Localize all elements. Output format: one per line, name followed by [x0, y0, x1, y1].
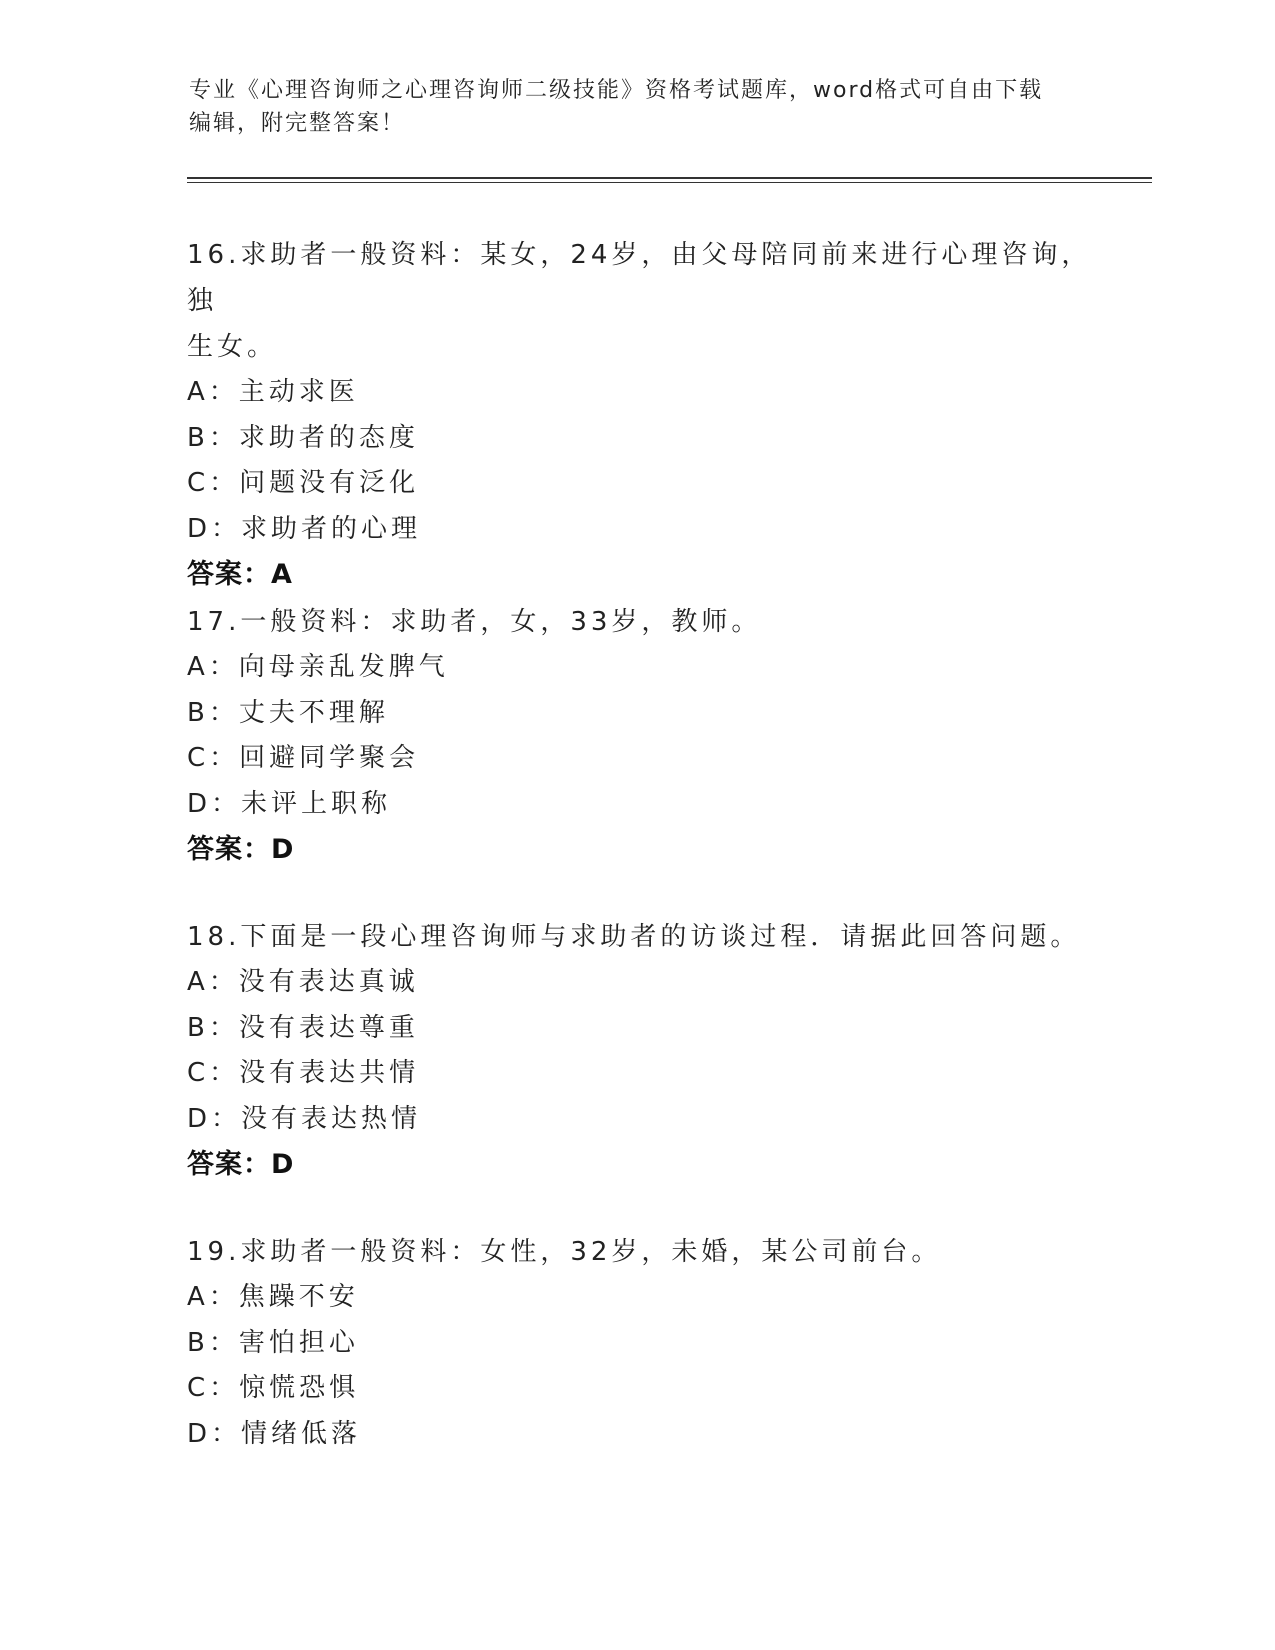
question-19 — [187, 1229, 1092, 1457]
option-a: A：向母亲乱发脾气 — [187, 652, 449, 682]
question-stem: 17.一般资料：求助者，女，33岁，教师。 — [187, 607, 762, 637]
option-d: D：没有表达热情 — [187, 1103, 422, 1134]
option-a: A：主动求医 — [187, 377, 359, 407]
option-d: D：求助者的心理 — [187, 513, 422, 544]
question-stem-continued: 生女。 — [187, 332, 278, 362]
option-a: A：焦躁不安 — [187, 1282, 359, 1312]
question-stem: 19.求助者一般资料：女性，32岁，未婚，某公司前台。 — [187, 1237, 942, 1267]
option-c: C：没有表达共情 — [187, 1058, 420, 1088]
question-16 — [187, 232, 1092, 598]
document-header — [189, 74, 1089, 140]
option-b: B：丈夫不理解 — [187, 697, 389, 728]
option-b: B：害怕担心 — [187, 1327, 359, 1358]
option-b: B：没有表达尊重 — [187, 1012, 419, 1043]
header-divider-thick — [187, 177, 1152, 179]
option-c: C：回避同学聚会 — [187, 743, 420, 773]
option-a: A：没有表达真诚 — [187, 967, 419, 997]
option-d: D：情绪低落 — [187, 1418, 362, 1449]
answer: 答案：A — [187, 559, 293, 590]
option-b: B：求助者的态度 — [187, 422, 419, 453]
option-c: C：问题没有泛化 — [187, 468, 420, 498]
answer: 答案：D — [187, 834, 295, 865]
question-18 — [187, 914, 1092, 1188]
header-line-1: 专业《心理咨询师之心理咨询师二级技能》资格考试题库，word格式可自由下载 — [189, 78, 1044, 103]
answer: 答案：D — [187, 1149, 295, 1180]
question-17 — [187, 599, 1092, 873]
header-divider-thin — [187, 182, 1152, 183]
option-d: D：未评上职称 — [187, 788, 392, 819]
option-c: C：惊慌恐惧 — [187, 1373, 360, 1403]
question-stem: 18.下面是一段心理咨询师与求助者的访谈过程．请据此回答问题。 — [187, 922, 1081, 952]
question-stem: 16.求助者一般资料：某女，24岁，由父母陪同前来进行心理咨询，独 — [187, 240, 1092, 316]
header-line-2: 编辑，附完整答案！ — [189, 111, 406, 136]
